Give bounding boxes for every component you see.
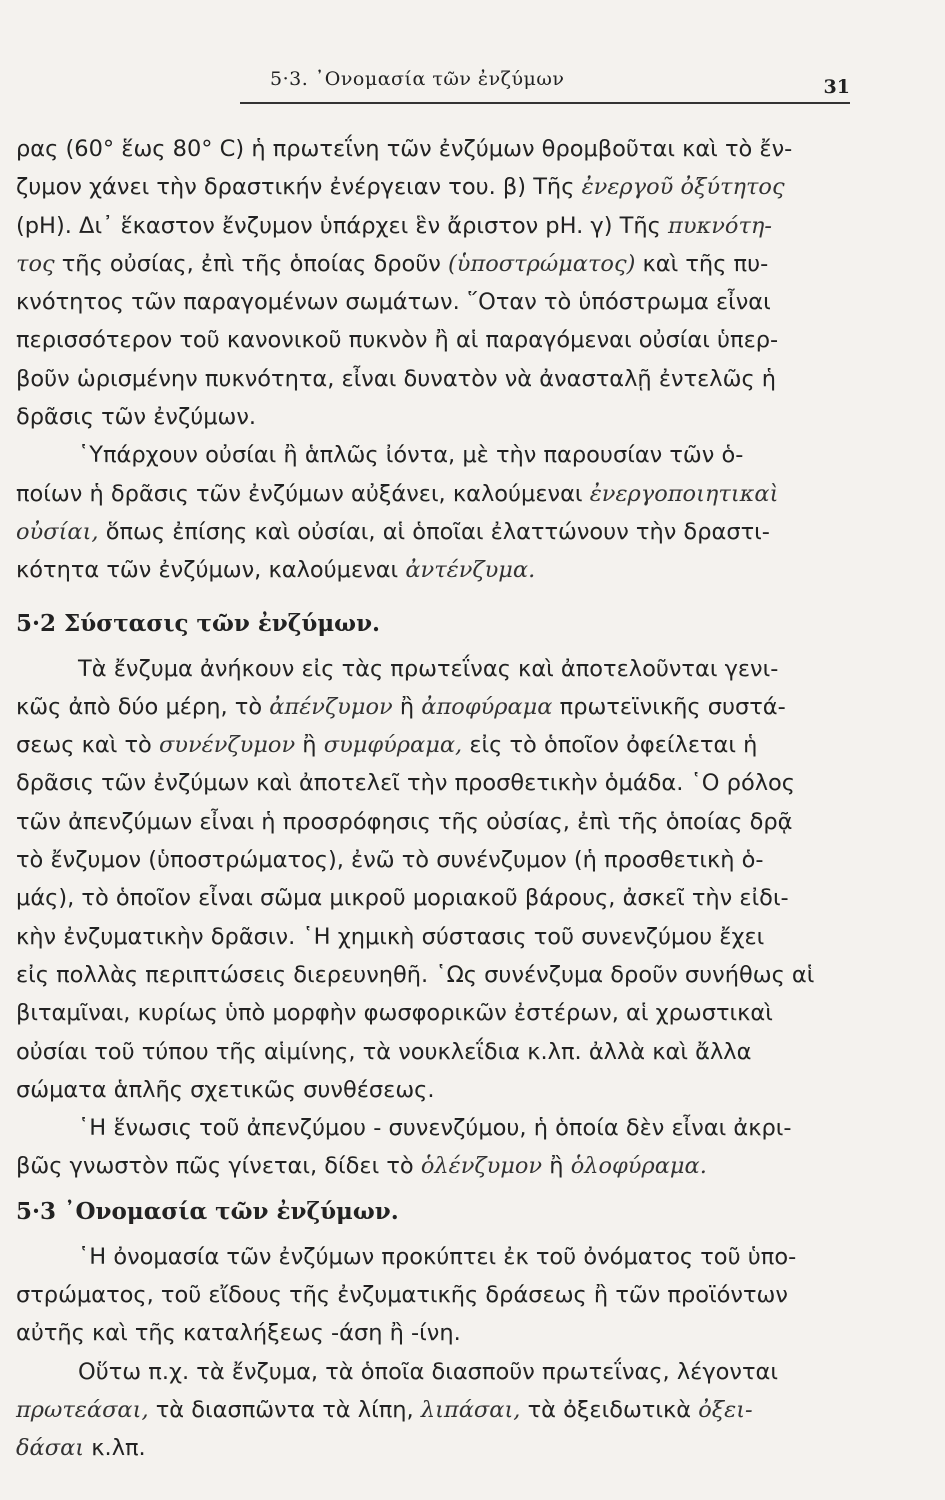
text-segment: ρας (60° ἕως 80° C) ἡ πρωτεΐνη τῶν ἐνζύμων θρομβοῦται καὶ τὸ ἔν- <box>16 136 793 162</box>
text-line <box>16 1033 854 1071</box>
text-segment: στρώματος, τοῦ εἴδους τῆς ἐνζυματικῆς δράσεως ἢ τῶν προϊόντων <box>16 1282 788 1309</box>
text-line <box>16 841 854 879</box>
section-heading-5-3: 5·3 ᾿Ονομασία τῶν ἐνζύμων. <box>16 1197 399 1225</box>
text-line <box>16 551 854 589</box>
text-segment: αὐτῆς καὶ τῆς καταλήξεως -άση ἢ -ίνη. <box>16 1320 461 1347</box>
text-line <box>16 1238 854 1276</box>
text-segment: σεως καὶ τὸ <box>16 732 159 759</box>
text-line <box>16 1071 854 1109</box>
emphasis-term: πρωτεάσαι, <box>16 1396 149 1423</box>
text-segment: τὰ διασπῶντα τὰ λίπη, <box>148 1396 421 1423</box>
paragraph-block-1 <box>16 130 854 436</box>
emphasis-term: ἐνεργοποιητικαὶ <box>589 480 779 507</box>
text-segment: Οὕτω π.χ. τὰ ἔνζυμα, τὰ ὁποῖα διασποῦν πρωτεΐνας, λέγονται <box>78 1358 778 1385</box>
text-segment: μάς), τὸ ὁποῖον εἶναι σῶμα μικροῦ μοριακοῦ βάρους, ἀσκεῖ τὴν εἰδι- <box>16 885 789 912</box>
text-segment: (pH). Δι᾿ ἕκαστον ἔνζυμον ὑπάρχει ἓν ἄριστον pH. γ) Τῆς <box>16 212 669 239</box>
emphasis-term: ἐνεργοῦ ὀξύτητος <box>581 174 785 201</box>
emphasis-term: οὐσίαι, <box>16 518 99 545</box>
text-line <box>16 1391 854 1429</box>
paragraph-block-2 <box>16 436 854 589</box>
emphasis-term: συμφύραμα, <box>323 732 463 759</box>
text-line <box>16 436 854 474</box>
text-segment: σώματα ἁπλῆς σχετικῶς συνθέσεως. <box>16 1076 435 1103</box>
emphasis-term: τος <box>16 250 55 277</box>
page-number: 31 <box>823 76 850 98</box>
emphasis-term: ὁλοφύραμα. <box>570 1153 707 1180</box>
page-body <box>16 130 854 1468</box>
text-segment: καὶ τῆς πυ- <box>635 250 769 277</box>
text-line <box>16 764 854 802</box>
text-segment: κῶς ἀπὸ δύο μέρη, τὸ <box>16 693 270 720</box>
text-line <box>16 1314 854 1352</box>
text-segment: Τὰ ἔνζυμα ἀνήκουν εἰς τὰς πρωτεΐνας καὶ ἀποτελοῦνται γενι- <box>78 655 779 682</box>
paragraph-block-3 <box>16 650 854 1186</box>
text-line <box>16 168 854 206</box>
emphasis-term: ἀντένζυμα. <box>405 557 536 584</box>
header-rule <box>240 102 850 104</box>
text-segment: περισσότερον τοῦ κανονικοῦ πυκνὸν ἢ αἱ παραγόμεναι οὐσίαι ὑπερ- <box>16 327 779 354</box>
text-segment: ζυμον χάνει τὴν δραστικήν ἐνέργειαν του. β) Τῆς <box>16 174 582 201</box>
text-line <box>16 475 854 513</box>
text-segment: κνότητος τῶν παραγομένων σωμάτων. ῞Οταν τὸ ὑπόστρωμα εἶναι <box>16 289 771 316</box>
text-line <box>16 207 854 245</box>
text-line <box>16 245 854 283</box>
text-segment: τῆς οὐσίας, ἐπὶ τῆς ὁποίας δροῦν <box>54 250 448 277</box>
emphasis-term: λιπάσαι, <box>420 1396 521 1423</box>
emphasis-term: ὀξει- <box>698 1396 753 1423</box>
text-segment: τῶν ἀπενζύμων εἶναι ἡ προσρόφησις τῆς οὐσίας, ἐπὶ τῆς ὁποίας δρᾷ <box>16 808 793 835</box>
paragraph-block-4 <box>16 1238 854 1468</box>
emphasis-term: ὁλένζυμον <box>420 1153 543 1180</box>
text-segment: βῶς γνωστὸν πῶς γίνεται, δίδει τὸ <box>16 1153 421 1180</box>
text-line <box>16 994 854 1032</box>
text-segment: εἰς πολλὰς περιπτώσεις διερευνηθῆ. ῾Ως συνένζυμα δροῦν συνήθως αἱ <box>16 961 815 988</box>
text-segment: ἢ <box>392 693 422 720</box>
text-line <box>16 1353 854 1391</box>
emphasis-term: ἀποφύραμα <box>421 693 553 720</box>
text-segment: βοῦν ὡρισμένην πυκνότητα, εἶναι δυνατὸν νὰ ἀνασταλῇ ἐντελῶς ἡ <box>16 365 777 392</box>
text-line <box>16 398 854 436</box>
text-segment: τὸ ἔνζυμον (ὑποστρώματος), ἐνῶ τὸ συνένζυμον (ἡ προσθετικὴ ὁ- <box>16 847 764 874</box>
text-line <box>16 130 854 168</box>
emphasis-term: ἀπένζυμον <box>269 693 393 720</box>
text-segment: βιταμῖναι, κυρίως ὑπὸ μορφὴν φωσφορικῶν ἐστέρων, αἱ χρωστικαὶ <box>16 1000 773 1027</box>
text-segment: δρᾶσις τῶν ἐνζύμων. <box>16 404 257 431</box>
text-line <box>16 1276 854 1314</box>
text-line <box>16 688 854 726</box>
text-segment: πρωτεϊνικῆς συστά- <box>552 693 786 720</box>
text-line <box>16 803 854 841</box>
emphasis-term: (ὑποστρώματος) <box>448 250 636 277</box>
text-line <box>16 321 854 359</box>
text-line <box>16 726 854 764</box>
text-line <box>16 650 854 688</box>
text-segment: ῾Η ἕνωσις τοῦ ἀπενζύμου - συνενζύμου, ἡ ὁποία δὲν εἶναι ἀκρι- <box>78 1115 792 1142</box>
text-line <box>16 879 854 917</box>
text-segment: ποίων ἡ δρᾶσις τῶν ἐνζύμων αὐξάνει, καλούμεναι <box>16 480 590 507</box>
text-segment: ῾Η ὀνομασία τῶν ἐνζύμων προκύπτει ἐκ τοῦ ὀνόματος τοῦ ὑπο- <box>78 1243 797 1270</box>
text-line <box>16 1109 854 1147</box>
text-segment: κότητα τῶν ἐνζύμων, καλούμεναι <box>16 557 406 584</box>
text-segment: τὰ ὀξειδωτικὰ <box>520 1396 699 1423</box>
text-segment: ἢ <box>295 732 324 759</box>
running-header-title: 5·3. ᾿Ονομασία τῶν ἐνζύμων <box>270 68 565 90</box>
text-segment: δρᾶσις τῶν ἐνζύμων καὶ ἀποτελεῖ τὴν προσθετικὴν ὁμάδα. ῾Ο ρόλος <box>16 770 796 797</box>
text-line <box>16 283 854 321</box>
text-line <box>16 1147 854 1185</box>
text-segment: κὴν ἐνζυματικὴν δρᾶσιν. ῾Η χημικὴ σύστασις τοῦ συνενζύμου ἔχει <box>16 923 765 950</box>
running-header <box>270 68 850 98</box>
emphasis-term: συνένζυμον <box>158 732 296 759</box>
text-segment: οὐσίαι τοῦ τύπου τῆς αἱμίνης, τὰ νουκλεΐδια κ.λπ. ἀλλὰ καὶ ἄλλα <box>16 1038 752 1065</box>
text-line <box>16 918 854 956</box>
text-line <box>16 956 854 994</box>
text-segment: ἢ <box>542 1153 571 1180</box>
text-line <box>16 513 854 551</box>
section-heading-5-2: 5·2 Σύστασις τῶν ἐνζύμων. <box>16 609 381 637</box>
text-segment: ὅπως ἐπίσης καὶ οὐσίαι, αἱ ὁποῖαι ἐλαττώνουν τὴν δραστι- <box>98 518 770 545</box>
emphasis-term: πυκνότη- <box>668 212 773 239</box>
text-line <box>16 360 854 398</box>
text-segment: κ.λπ. <box>84 1435 146 1462</box>
text-segment: εἰς τὸ ὁποῖον ὀφείλεται ἡ <box>462 732 758 759</box>
emphasis-term: δάσαι <box>16 1435 85 1462</box>
text-line <box>16 1429 854 1467</box>
text-segment: ῾Υπάρχουν οὐσίαι ἢ ἁπλῶς ἰόντα, μὲ τὴν παρουσίαν τῶν ὁ- <box>78 442 744 469</box>
